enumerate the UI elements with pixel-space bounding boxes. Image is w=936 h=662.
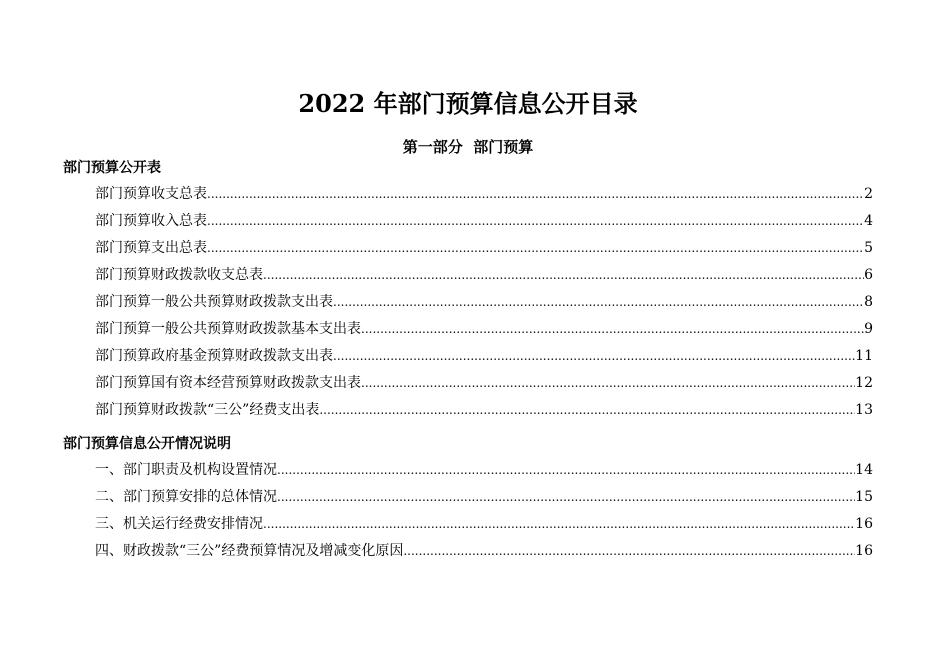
dot-leader	[277, 460, 855, 480]
toc-page-number: 11	[855, 348, 873, 364]
toc-entry[interactable]	[95, 484, 873, 511]
toc-entry[interactable]	[95, 511, 873, 538]
toc-page-number: 4	[864, 213, 873, 229]
toc-entry-label[interactable]: 三、机关运行经费安排情况	[95, 516, 263, 532]
toc-page-number: 9	[864, 321, 873, 337]
page-title: 2022 年部门预算信息公开目录	[298, 89, 638, 118]
toc-list-public-tables	[95, 181, 873, 424]
toc-list-explanation	[95, 457, 873, 565]
toc-entry-label[interactable]: 部门预算一般公共预算财政拨款支出表	[95, 294, 333, 310]
toc-entry[interactable]	[95, 235, 873, 262]
section-heading-public-tables: 部门预算公开表	[63, 160, 161, 176]
toc-page-number: 2	[864, 186, 873, 202]
toc-page-number: 8	[864, 294, 873, 310]
toc-entry-label[interactable]: 部门预算国有资本经营预算财政拨款支出表	[95, 375, 361, 391]
dot-leader	[361, 319, 864, 339]
dot-leader	[333, 346, 855, 366]
toc-entry[interactable]	[95, 262, 873, 289]
dot-leader	[263, 265, 864, 285]
toc-page-number: 5	[864, 240, 873, 256]
toc-page-number: 16	[855, 543, 873, 559]
toc-page-number: 6	[864, 267, 873, 283]
toc-entry-label[interactable]: 部门预算一般公共预算财政拨款基本支出表	[95, 321, 361, 337]
dot-leader	[403, 541, 855, 561]
toc-entry-label[interactable]: 部门预算政府基金预算财政拨款支出表	[95, 348, 333, 364]
dot-leader	[319, 400, 855, 420]
toc-entry-label[interactable]: 部门预算收入总表	[95, 213, 207, 229]
toc-entry-label[interactable]: 部门预算财政拨款收支总表	[95, 267, 263, 283]
toc-entry[interactable]	[95, 289, 873, 316]
toc-entry-label[interactable]: 四、财政拨款“三公”经费预算情况及增减变化原因	[95, 543, 404, 559]
dot-leader	[207, 238, 864, 258]
section-heading-explanation: 部门预算信息公开情况说明	[63, 436, 231, 452]
dot-leader	[207, 211, 864, 231]
toc-entry-label[interactable]: 部门预算财政拨款“三公”经费支出表	[95, 402, 320, 418]
toc-page-number: 14	[855, 462, 873, 478]
toc-entry[interactable]	[95, 397, 873, 424]
dot-leader	[333, 292, 864, 312]
toc-entry-label[interactable]: 二、部门预算安排的总体情况	[95, 489, 277, 505]
toc-entry[interactable]	[95, 370, 873, 397]
dot-leader	[361, 373, 855, 393]
toc-page-number: 16	[855, 516, 873, 532]
toc-page-number: 15	[855, 489, 873, 505]
toc-entry-label[interactable]: 部门预算支出总表	[95, 240, 207, 256]
toc-entry[interactable]	[95, 457, 873, 484]
dot-leader	[263, 514, 855, 534]
toc-entry-label[interactable]: 一、部门职责及机构设置情况	[95, 462, 277, 478]
part-subtitle: 第一部分 部门预算	[402, 138, 534, 156]
toc-entry[interactable]	[95, 181, 873, 208]
toc-page-number: 13	[855, 402, 873, 418]
toc-page-number: 12	[855, 375, 873, 391]
toc-entry[interactable]	[95, 208, 873, 235]
toc-entry[interactable]	[95, 538, 873, 565]
toc-entry-label[interactable]: 部门预算收支总表	[95, 186, 207, 202]
toc-entry[interactable]	[95, 343, 873, 370]
dot-leader	[277, 487, 855, 507]
toc-entry[interactable]	[95, 316, 873, 343]
dot-leader	[207, 184, 864, 204]
